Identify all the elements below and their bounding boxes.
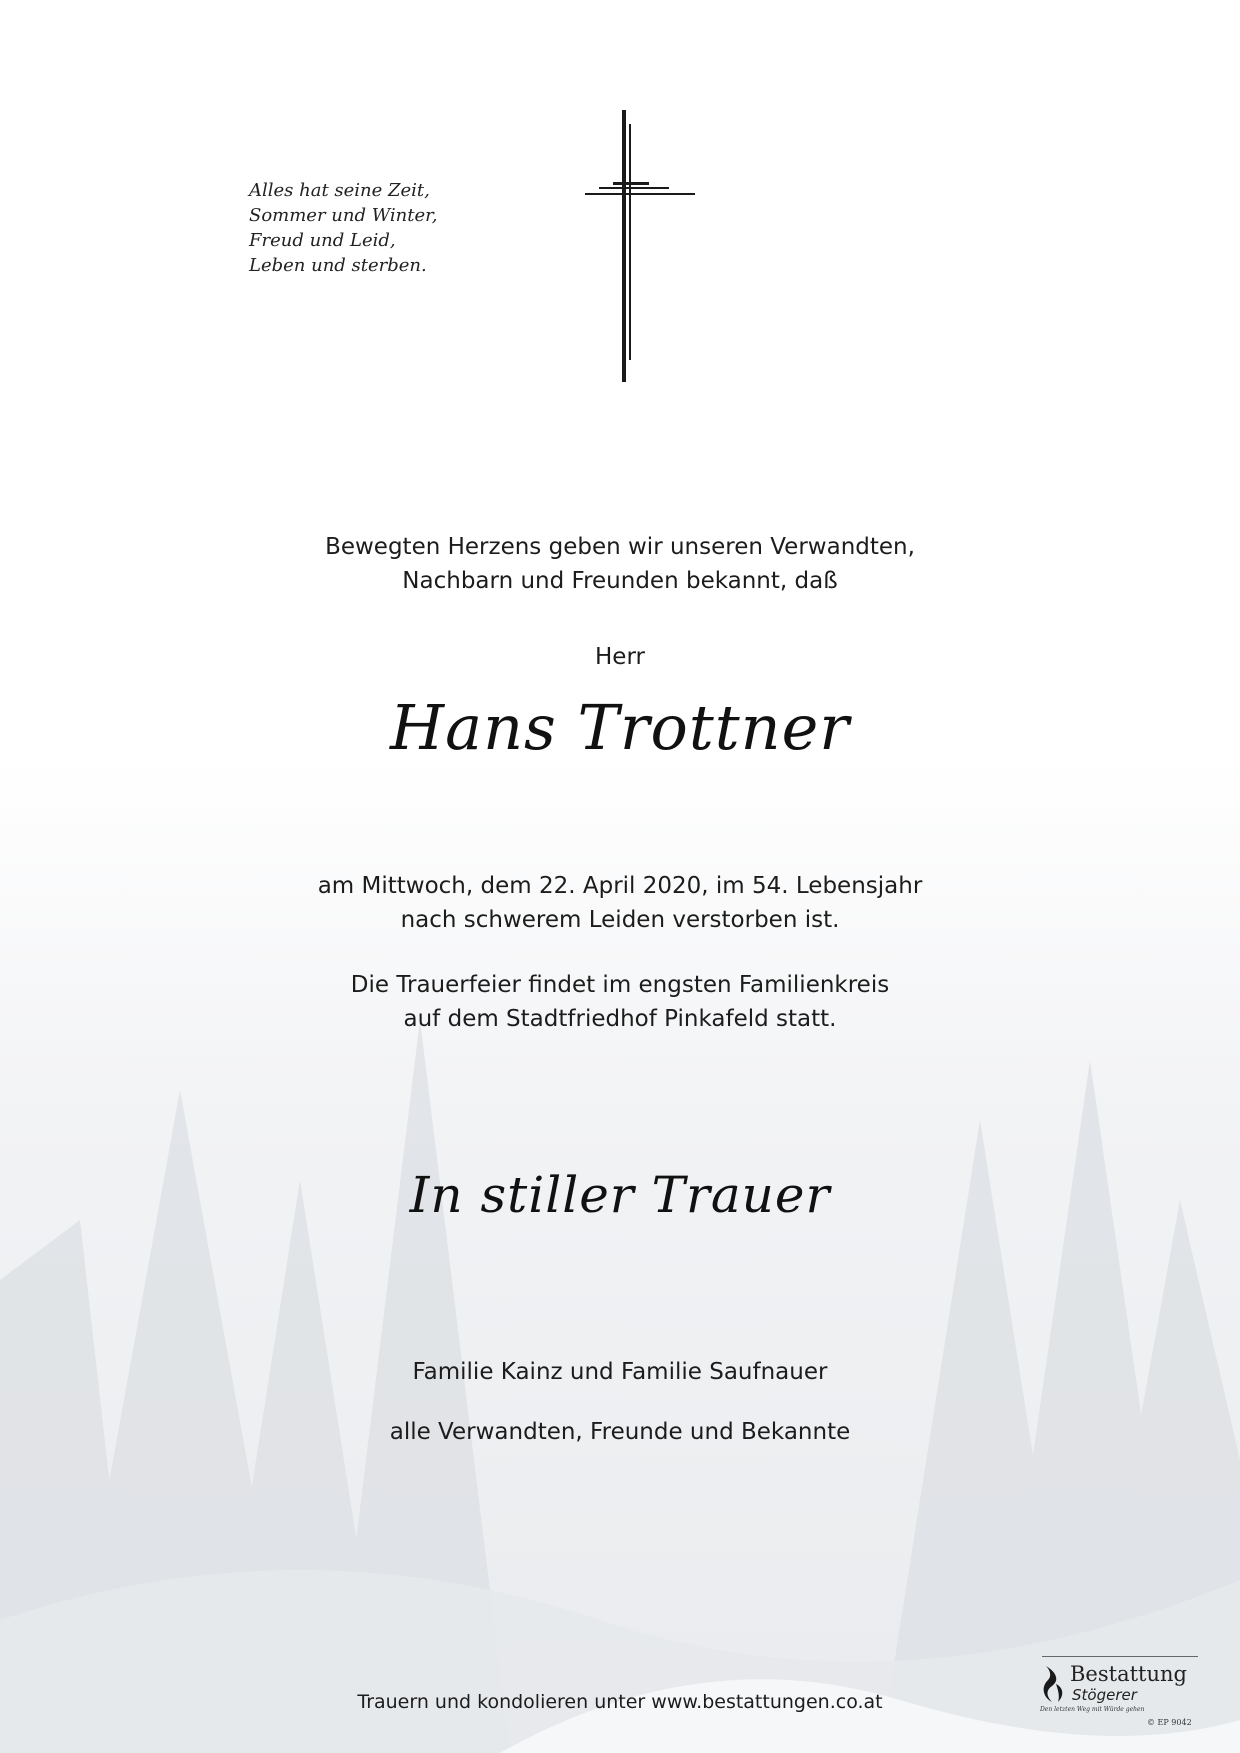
poem-line: Freud und Leid, xyxy=(249,230,396,251)
poem-line: Leben und sterben. xyxy=(249,255,427,276)
logo-divider xyxy=(1042,1656,1198,1657)
deceased-name: Hans Trottner xyxy=(390,691,850,764)
poem xyxy=(249,178,437,278)
cross-icon xyxy=(585,110,695,382)
ceremony-info xyxy=(0,968,1240,1036)
logo-tagline: Den letzten Weg mit Würde gehen xyxy=(1040,1706,1145,1713)
death-notice xyxy=(0,869,1240,937)
mourning-phrase: In stiller Trauer xyxy=(409,1166,831,1224)
salutation: Herr xyxy=(595,644,645,670)
flame-leaf-icon xyxy=(1042,1664,1068,1704)
logo-name: Stögerer xyxy=(1072,1686,1137,1704)
logo-brand: Bestattung xyxy=(1070,1662,1187,1686)
funeral-home-logo xyxy=(1040,1656,1200,1736)
logo-code: © EP 9042 xyxy=(1147,1718,1192,1727)
death-notice-line: nach schwerem Leiden verstorben ist. xyxy=(400,907,840,933)
poem-line: Sommer und Winter, xyxy=(249,205,438,226)
intro-line: Bewegten Herzens geben wir unseren Verwandten, xyxy=(325,534,915,560)
intro-line: Nachbarn und Freunden bekannt, daß xyxy=(402,568,838,594)
ceremony-line: Die Trauerfeier findet im engsten Familienkreis xyxy=(350,972,890,998)
intro-text xyxy=(0,530,1240,598)
ceremony-line: auf dem Stadtfriedhof Pinkafeld statt. xyxy=(403,1006,837,1032)
condolence-footer: Trauern und kondolieren unter www.bestattungen.co.at xyxy=(357,1691,883,1713)
mourners-family: Familie Kainz und Familie Saufnauer xyxy=(412,1359,828,1385)
poem-line: Alles hat seine Zeit, xyxy=(249,180,430,201)
death-notice-line: am Mittwoch, dem 22. April 2020, im 54. Lebensjahr xyxy=(317,873,923,899)
mourners-others: alle Verwandten, Freunde und Bekannte xyxy=(389,1419,851,1445)
